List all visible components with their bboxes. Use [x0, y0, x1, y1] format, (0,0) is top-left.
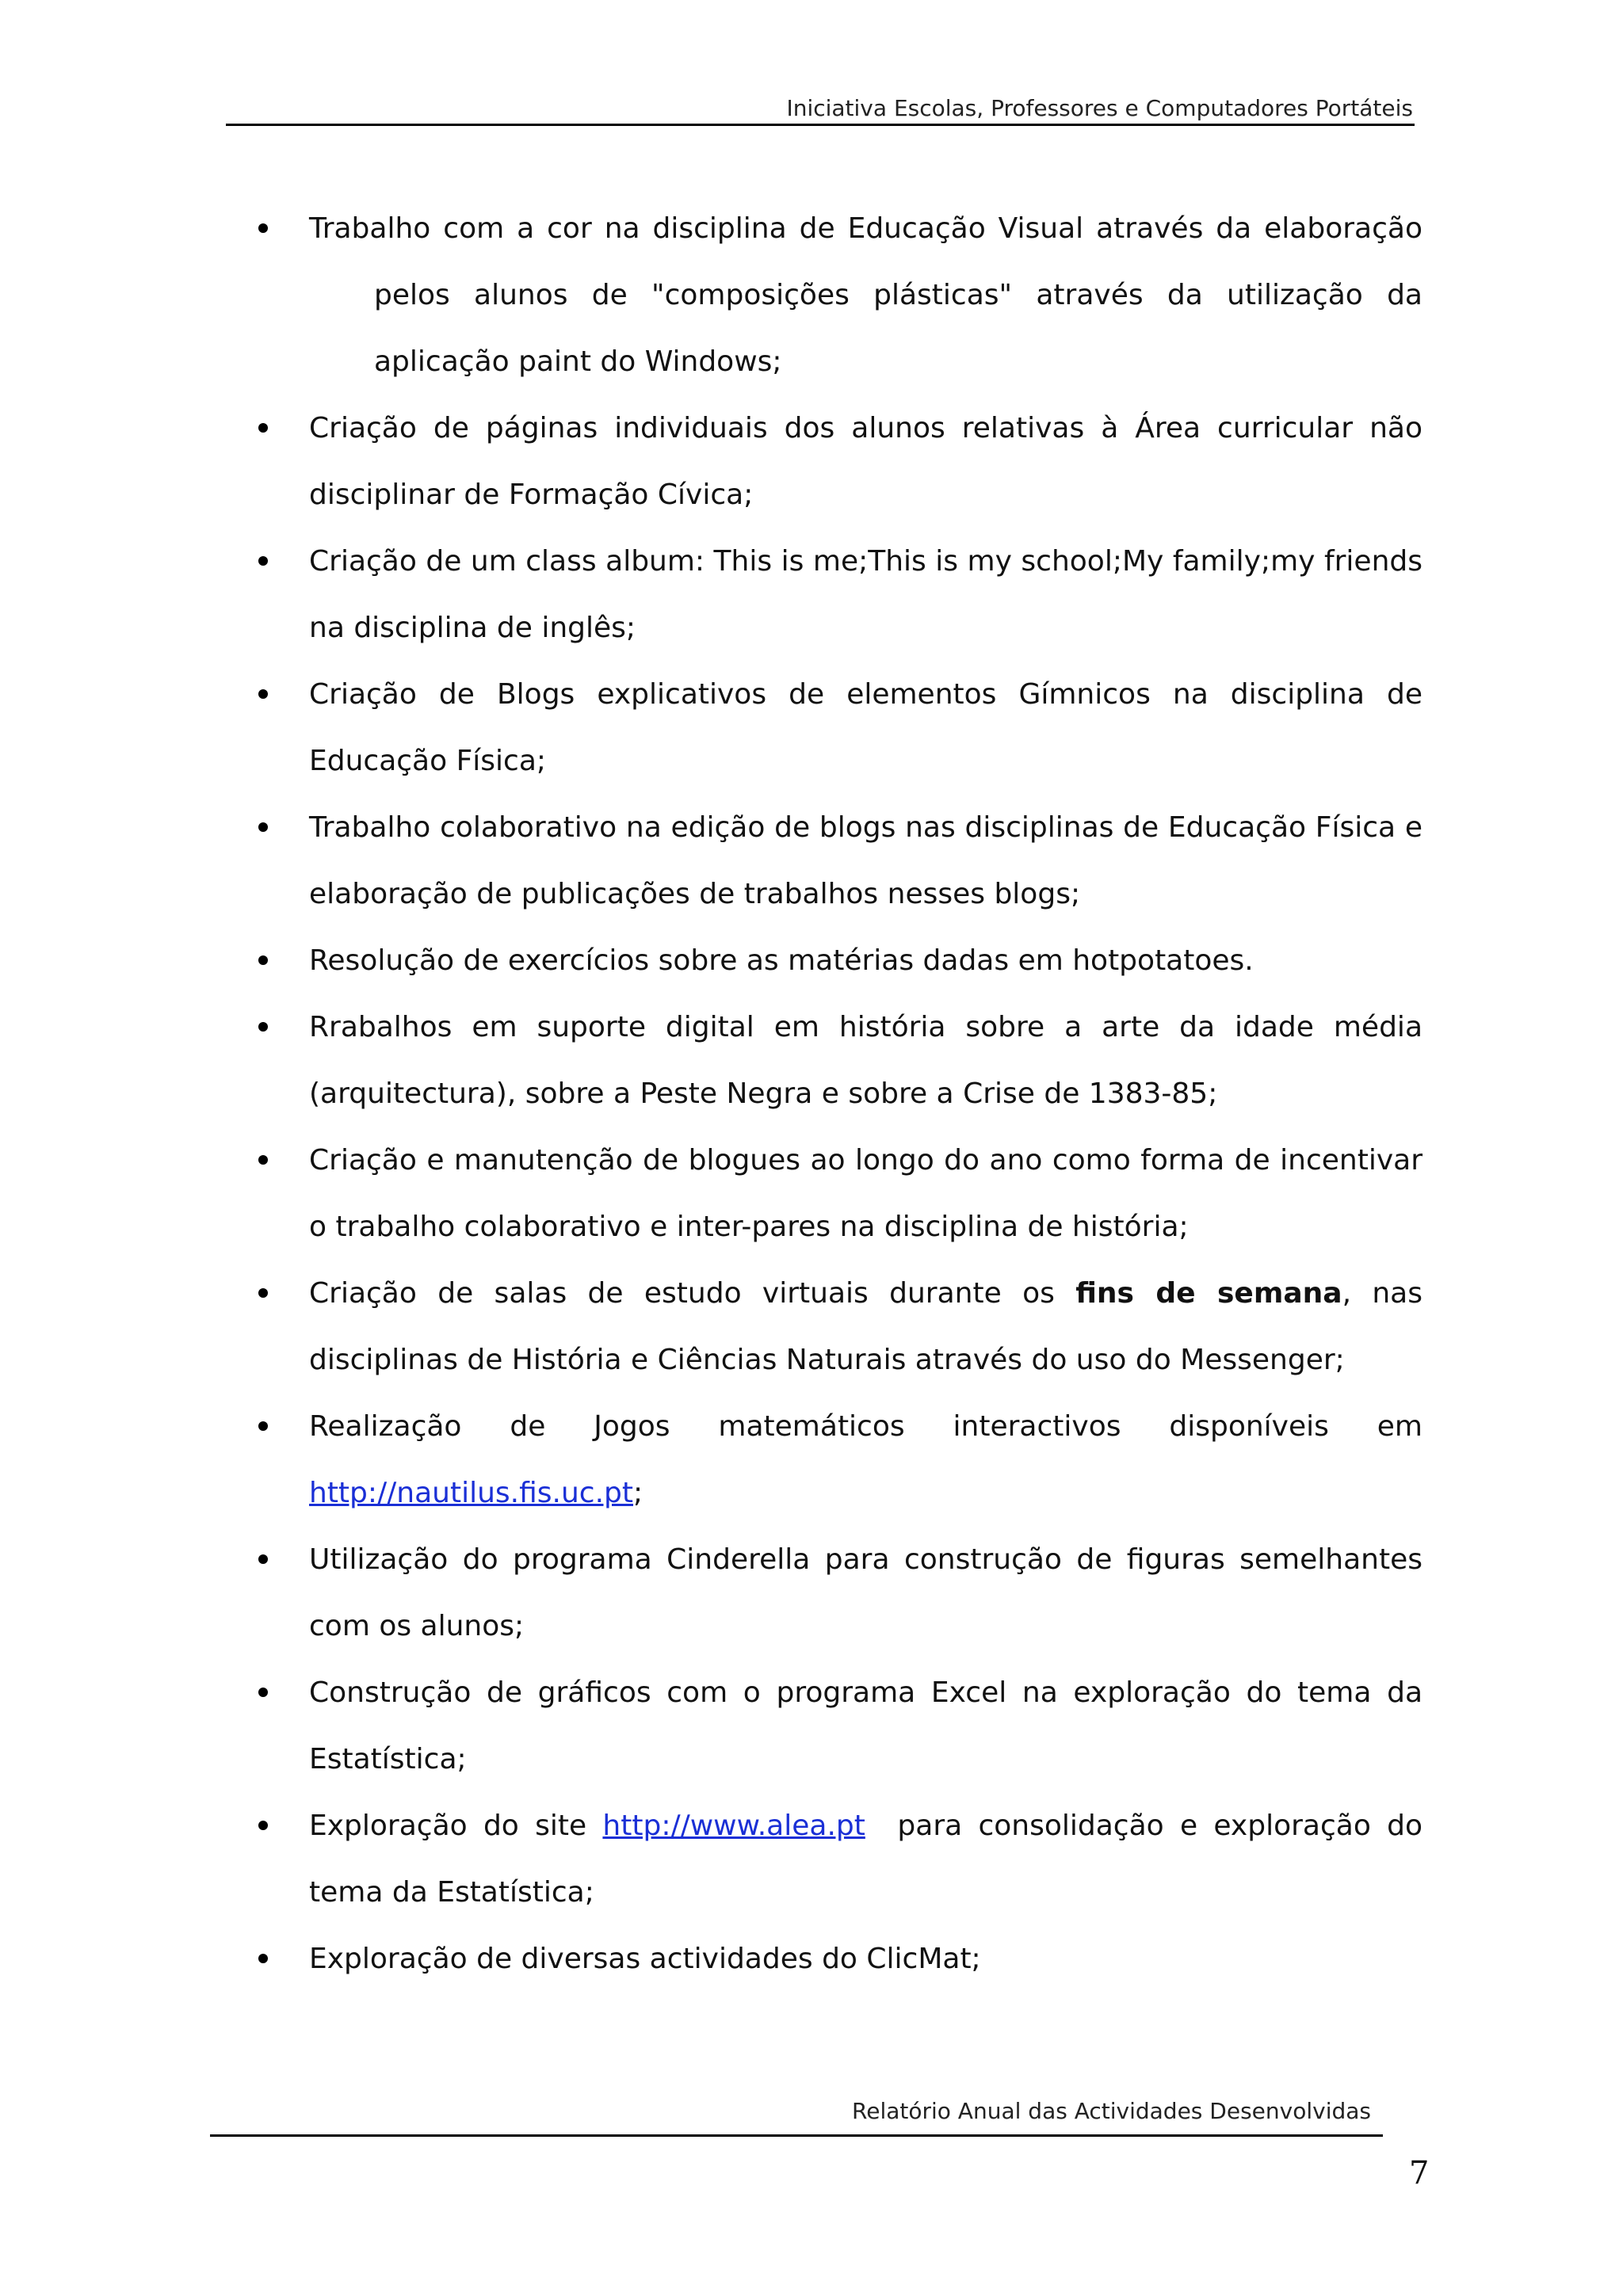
list-item: [0, 1261, 1623, 1394]
text-segment: para consolidação e exploração do tema da Estatística;: [309, 1810, 1432, 1909]
list-item: [0, 1926, 1623, 1993]
text-segment: Realização de Jogos matemáticos interactivos disponíveis em: [309, 1410, 1423, 1443]
bullet-icon: [258, 223, 268, 233]
bullet-icon: [258, 556, 268, 566]
list-item: [0, 795, 1623, 928]
bullet-icon: [258, 1821, 268, 1830]
list-item-text: Exploração de diversas actividades do ClicMat;: [309, 1943, 981, 1975]
bullet-icon: [258, 689, 268, 699]
list-item-text: [309, 1793, 1432, 1926]
text-segment: , nas disciplinas de História e Ciências Naturais através do uso do Messenger;: [309, 1277, 1423, 1376]
running-footer: Relatório Anual das Actividades Desenvolvidas: [852, 2098, 1371, 2124]
bullet-icon: [258, 1421, 268, 1431]
list-item-text: [309, 1394, 1423, 1527]
list-item: [0, 1394, 1623, 1527]
header-rule: [226, 124, 1415, 126]
list-item-text: Criação de Blogs explicativos de elementos Gímnicos na disciplina de Educação Física;: [309, 678, 1423, 777]
bullet-icon: [258, 1155, 268, 1165]
list-item: [0, 395, 1623, 528]
nautilus-link[interactable]: http://nautilus.fis.uc.pt: [309, 1477, 634, 1509]
list-item: [0, 1793, 1623, 1926]
text-segment: Exploração do site: [309, 1810, 603, 1842]
activity-list: [0, 196, 1623, 1993]
bullet-icon: [258, 1688, 268, 1697]
list-item: [0, 528, 1623, 662]
list-item-text: Construção de gráficos com o programa Excel na exploração do tema da Estatística;: [309, 1676, 1423, 1775]
text-segment: ;: [633, 1477, 643, 1509]
list-item-text: Utilização do programa Cinderella para construção de figuras semelhantes com os alunos;: [309, 1543, 1423, 1642]
list-item: [0, 662, 1623, 795]
list-item-text: [309, 1261, 1423, 1394]
list-item: [0, 1527, 1623, 1660]
list-item-text: Trabalho com a cor na disciplina de Educação Visual através da elaboração pelos alunos de "composições plásticas" através da utilização da aplicação paint do Windows;: [309, 212, 1423, 378]
bullet-icon: [258, 423, 268, 433]
list-item: [0, 994, 1623, 1127]
list-item-text: Criação de páginas individuais dos alunos relativas à Área curricular não disciplinar de Formação Cívica;: [309, 412, 1423, 511]
bullet-icon: [258, 1954, 268, 1963]
list-item: [0, 928, 1623, 994]
bullet-icon: [258, 822, 268, 832]
alea-link[interactable]: http://www.alea.pt: [602, 1810, 865, 1842]
list-item-text: Rrabalhos em suporte digital em história sobre a arte da idade média (arquitectura), sobre a Peste Negra e sobre a Crise de 1383-85;: [309, 1011, 1423, 1110]
text-segment: Criação de salas de estudo virtuais durante os: [309, 1277, 1076, 1310]
list-item-text: Criação e manutenção de blogues ao longo do ano como forma de incentivar o trabalho colaborativo e inter-pares na disciplina de história;: [309, 1144, 1423, 1243]
list-item-text: Criação de um class album: This is me;This is my school;My family;my friends na disciplina de inglês;: [309, 545, 1423, 644]
footer-rule: [210, 2134, 1383, 2137]
list-item: [0, 1127, 1623, 1261]
bullet-icon: [258, 1554, 268, 1564]
bold-emphasis: fins de semana: [1075, 1277, 1342, 1310]
list-item: [0, 1660, 1623, 1793]
running-header: Iniciativa Escolas, Professores e Computadores Portáteis: [786, 95, 1413, 121]
list-item: [0, 196, 1623, 395]
bullet-icon: [258, 1288, 268, 1298]
bullet-icon: [258, 1022, 268, 1032]
bullet-icon: [258, 955, 268, 965]
page-number: 7: [1409, 2155, 1430, 2191]
list-item-text: Resolução de exercícios sobre as matérias dadas em hotpotatoes.: [309, 944, 1254, 977]
list-item-text: Trabalho colaborativo na edição de blogs nas disciplinas de Educação Física e elaboração de publicações de trabalhos nesses blogs;: [309, 811, 1423, 910]
